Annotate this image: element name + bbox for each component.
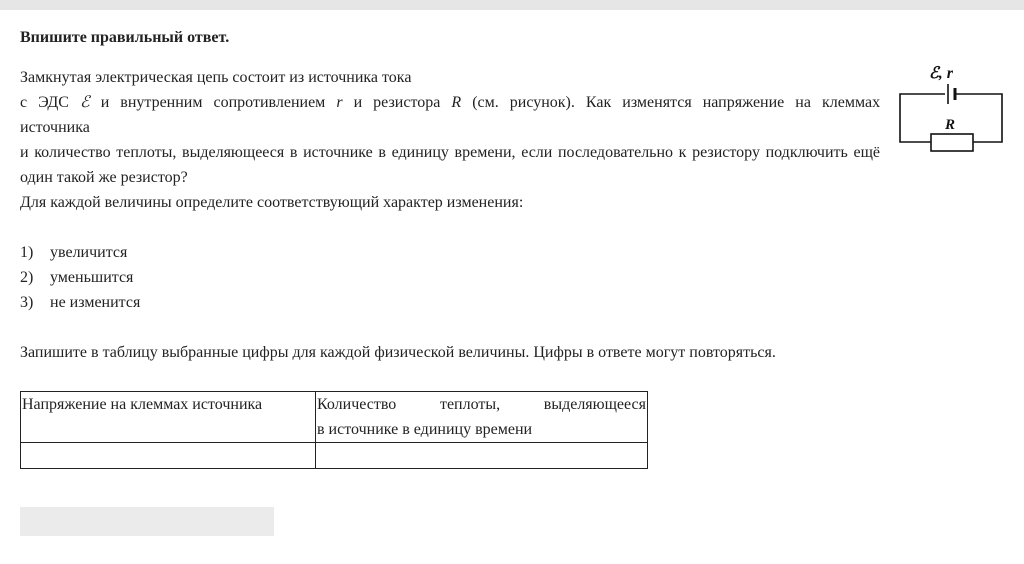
circuit-label-emf-r: ℰ, r: [929, 65, 953, 82]
resistor-symbol: [931, 134, 973, 151]
answer-input-voltage[interactable]: [22, 444, 314, 468]
answer-table-header-row: [21, 392, 648, 443]
header-heat: Количество теплоты, выделяющееся в источнике в единицу времени: [316, 392, 648, 443]
table-instruction: Запишите в таблицу выбранные цифры для каждой физической величины. Цифры в ответе могут повторяться.: [20, 344, 776, 361]
r-symbol: r: [336, 94, 343, 111]
problem-line-2: с ЭДС ℰ и внутренним сопротивлением r и резистора R (см. рисунок). Как изменятся напряжение на клеммах: [20, 94, 881, 111]
emf-symbol: ℰ: [79, 94, 90, 111]
option-item: 2) уменьшится: [20, 269, 134, 286]
answer-submit-button[interactable]: [20, 507, 274, 536]
circuit-label-R: R: [945, 117, 956, 133]
option-item: 3) не изменится: [20, 294, 141, 311]
circuit-diagram: [893, 62, 1008, 157]
task-instruction: Впишите правильный ответ.: [20, 29, 230, 46]
answer-table-input-row: [21, 443, 648, 469]
problem-line-3: источника: [20, 119, 90, 136]
R-symbol: R: [451, 94, 462, 111]
answer-table: [20, 391, 648, 469]
answer-input-heat[interactable]: [317, 444, 646, 468]
answer-cell-heat[interactable]: [316, 443, 648, 469]
problem-line-4: и количество теплоты, выделяющееся в источнике в единицу времени, если последовательно к резистору подключить ещё один такой же резистор?: [20, 144, 880, 186]
header-voltage: Напряжение на клеммах источника: [21, 392, 316, 443]
top-bar: [0, 0, 1024, 10]
problem-text: [20, 65, 880, 215]
problem-line-5: Для каждой величины определите соответствующий характер изменения:: [20, 194, 524, 211]
answer-cell-voltage[interactable]: [21, 443, 316, 469]
option-item: 1) увеличится: [20, 244, 128, 261]
options-list: [20, 240, 140, 315]
problem-line-1: Замкнутая электрическая цепь состоит из источника тока: [20, 69, 412, 86]
